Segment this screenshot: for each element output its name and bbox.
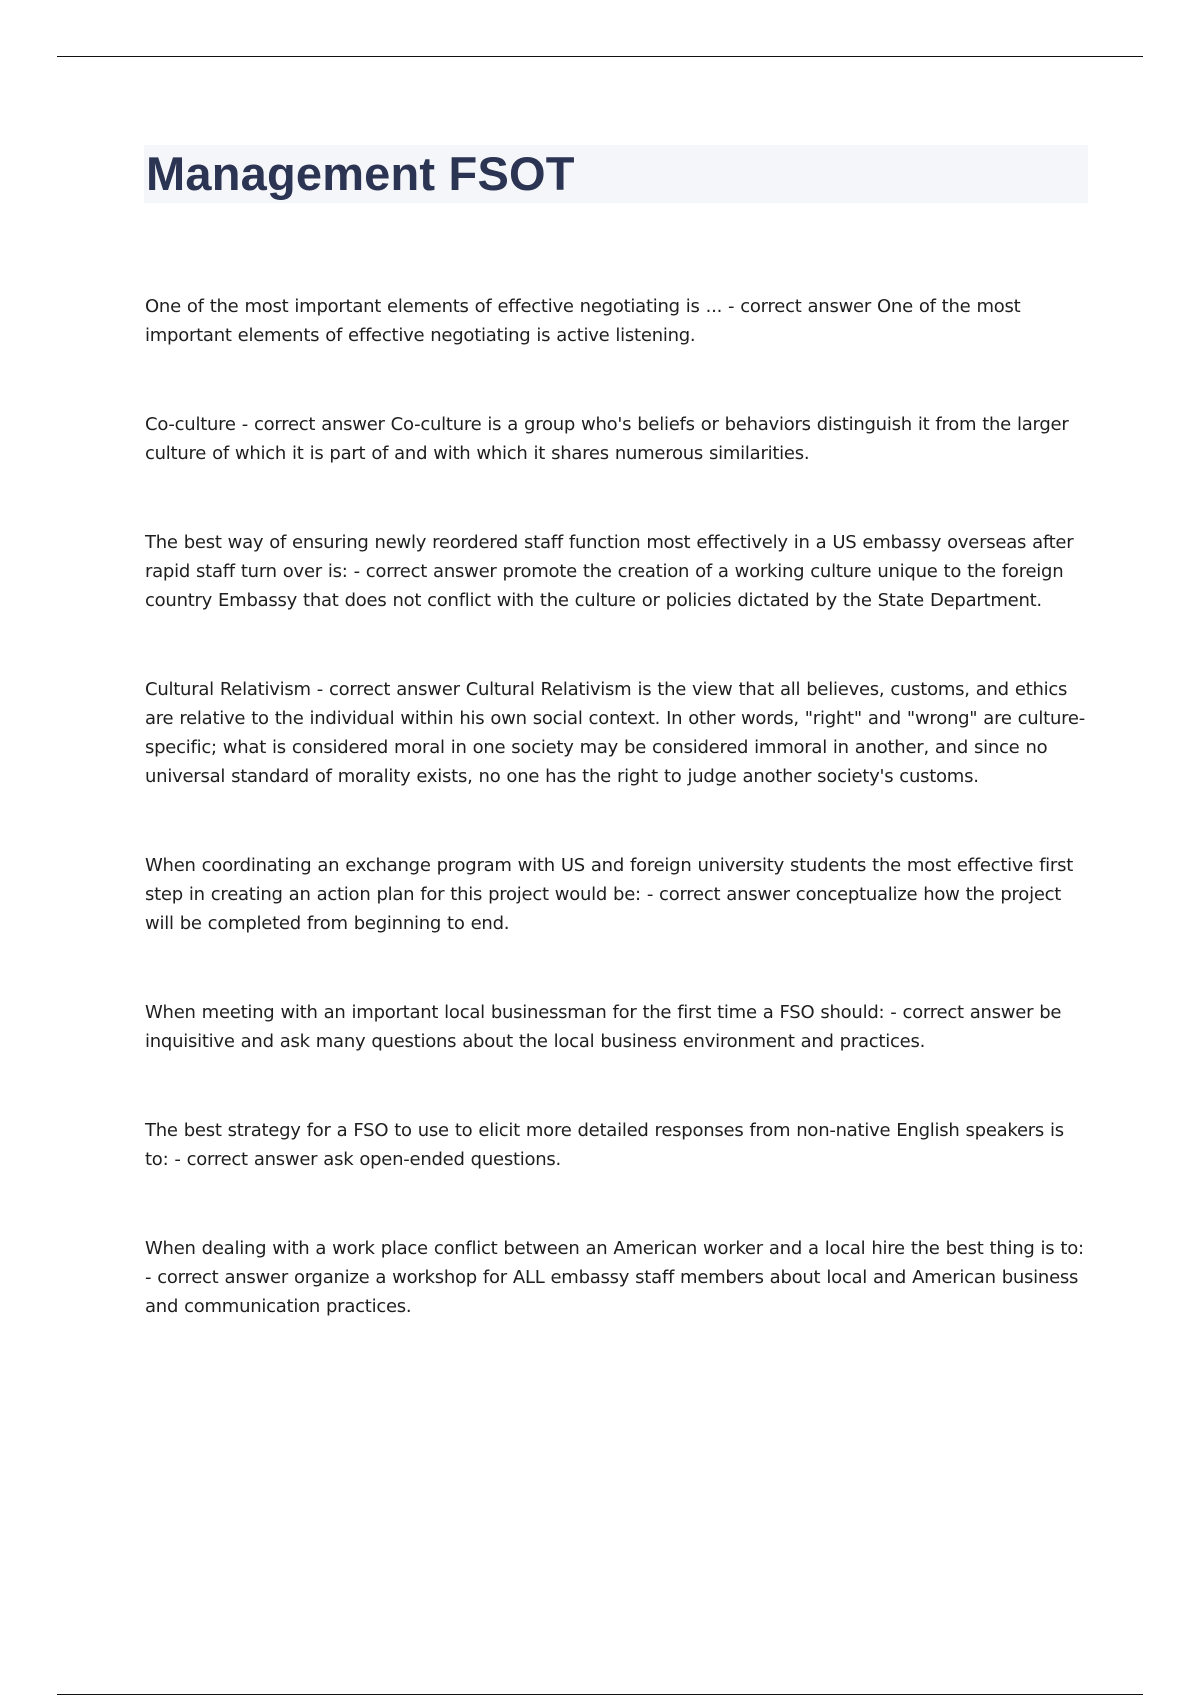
qa-entry-cultural-relativism: Cultural Relativism - correct answer Cultural Relativism is the view that all believes, customs, and ethics are relative to the individual within his own social context. In other words, "right" and "wrong" are culture-specific; what is considered moral in one society may be considered immoral in another, and since no universal standard of morality exists, no one has the right to judge another society's customs. [145,679,1085,787]
qa-entry-co-culture: Co-culture - correct answer Co-culture is a group who's beliefs or behaviors distinguish it from the larger culture of which it is part of and with which it shares numerous similarities. [145,414,1069,464]
top-rule [57,56,1143,57]
qa-entry-workplace-conflict: When dealing with a work place conflict between an American worker and a local hire the best thing is to: - correct answer organize a workshop for ALL embassy staff members about local and American business and communication practices. [145,1238,1084,1317]
qa-entry-staff-function: The best way of ensuring newly reordered staff function most effectively in a US embassy overseas after rapid staff turn over is: - correct answer promote the creation of a working culture unique to the foreign country Embassy that does not conflict with the culture or policies dictated by the State Department. [145,532,1074,611]
qa-list [145,292,1090,1381]
qa-entry-local-businessman: When meeting with an important local businessman for the first time a FSO should: - correct answer be inquisitive and ask many questions about the local business environment and practices. [145,1002,1062,1052]
qa-entry-negotiating: One of the most important elements of effective negotiating is ... - correct answer One of the most important elements of effective negotiating is active listening. [145,296,1021,346]
bottom-rule [57,1694,1143,1695]
qa-entry-exchange-program: When coordinating an exchange program with US and foreign university students the most effective first step in creating an action plan for this project would be: - correct answer conceptualize how the project will be completed from beginning to end. [145,855,1074,934]
qa-entry-open-ended-questions: The best strategy for a FSO to use to elicit more detailed responses from non-native English speakers is to: - correct answer ask open-ended questions. [145,1120,1064,1170]
page-title: Management FSOT [146,147,575,200]
